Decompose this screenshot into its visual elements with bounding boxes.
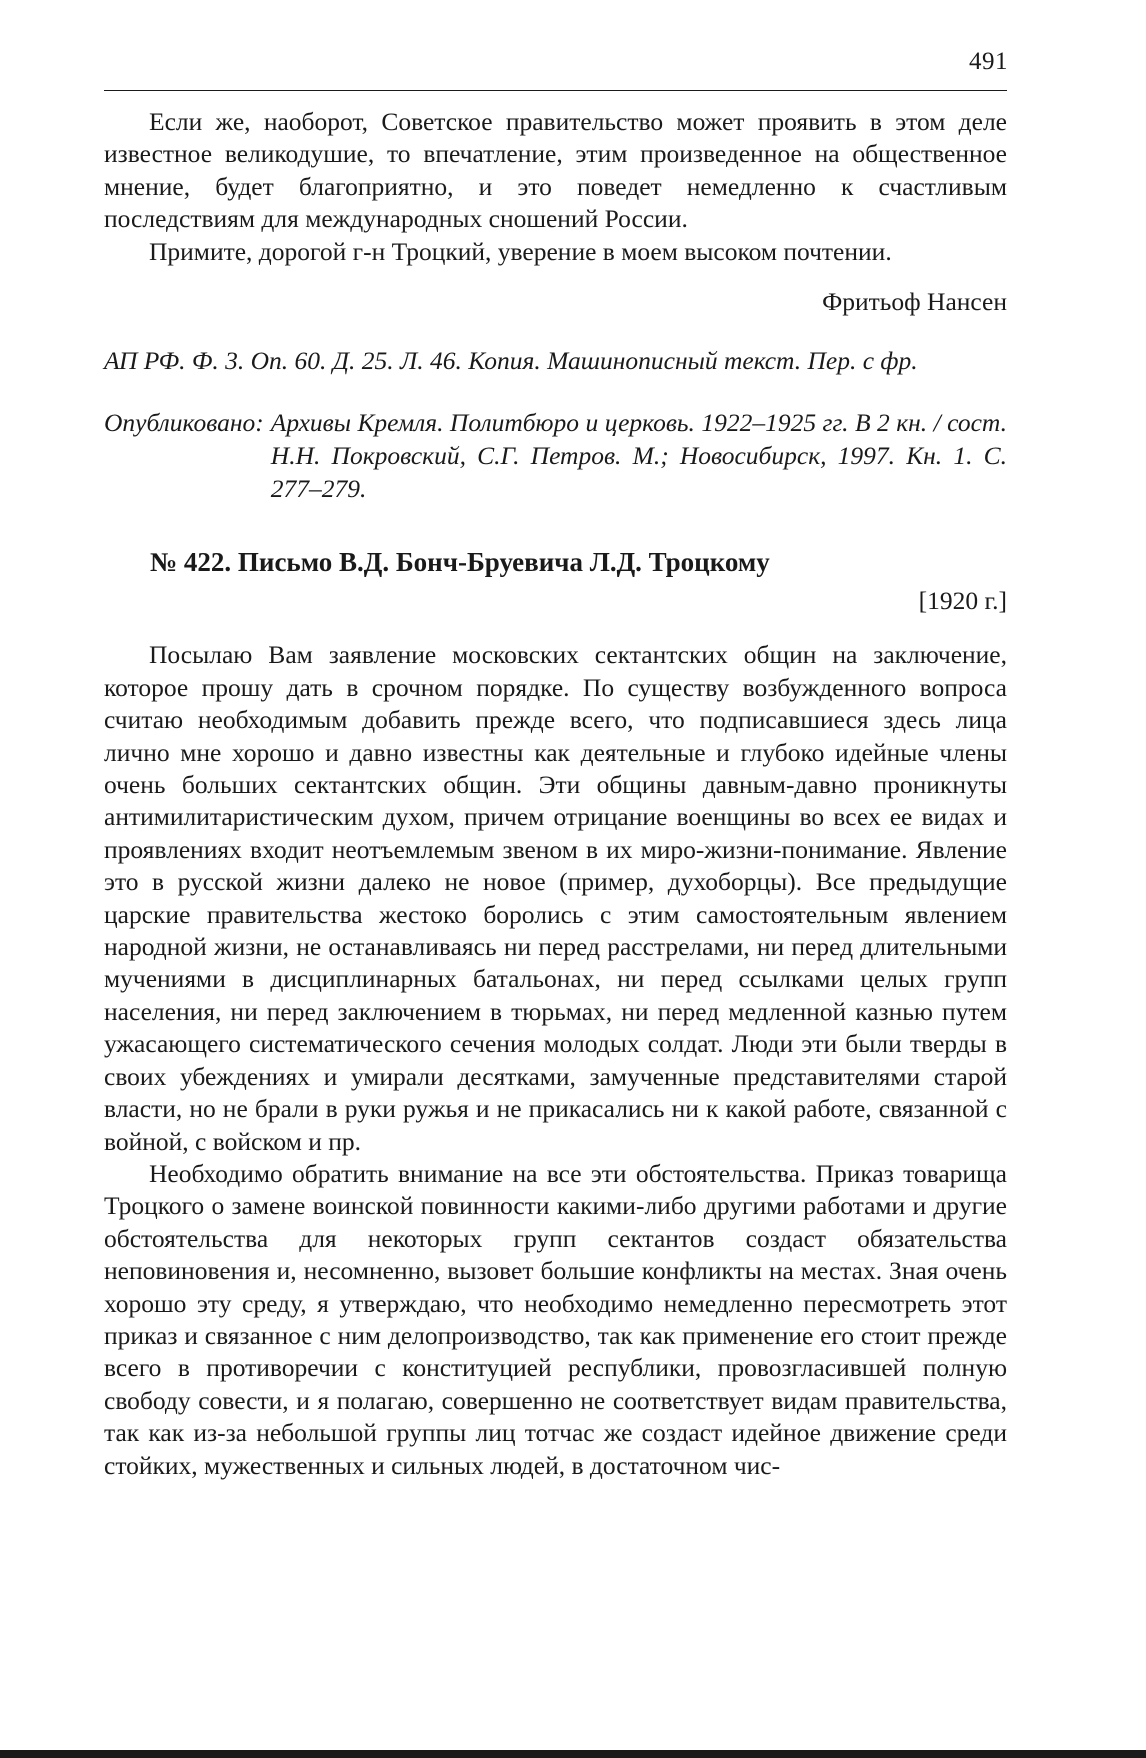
document-heading: № 422. Письмо В.Д. Бонч-Бруевича Л.Д. Троцкому [150, 547, 770, 578]
page-content [104, 106, 1007, 1482]
bottom-edge-bar [0, 1750, 1146, 1758]
published-label: Опубликовано: [104, 408, 264, 438]
archive-reference: АП РФ. Ф. 3. Оп. 60. Д. 25. Л. 46. Копия. Машинописный текст. Пер. с фр. [104, 346, 918, 376]
document-paragraph-2: Необходимо обратить внимание на все эти обстоятельства. Приказ товарища Троцкого о замене воинской повинности какими-либо другими работами и другие обстоятельства для некоторых групп сектантов создаст обязательства неповиновения и, несомненно, вызовет большие конфликты на местах. Зная очень хорошо эту среду, я утверждаю, что необходимо немедленно пересмотреть этот приказ и связанное с ним делопроизводство, так как применение его стоит прежде всего в противоречии с конституцией республики, провозгласившей полную свободу совести, и я полагаю, совершенно не соответствует видам правительства, так как из-за небольшой группы лиц тотчас же создаст идейное движение среди стойких, мужественных и сильных людей, в достаточном чис- [104, 1158, 1007, 1480]
document-date: [1920 г.] [918, 586, 1007, 616]
document-body [104, 639, 1007, 1482]
document-paragraph-1: Посылаю Вам заявление московских сектантских общин на заключение, которое прошу дать в срочном порядке. По существу возбужденного вопроса считаю необходимым добавить прежде всего, что подписавшиеся здесь лица лично мне хорошо и давно известны как деятельные и глубоко идейные члены очень больших сектантских общин. Эти общины давным-давно проникнуты антимилитаристическим духом, причем отрицание военщины во всех ее видах и проявлениях входит неотъемлемым звеном в их миро-жизни-понимание. Явление это в русской жизни далеко не новое (пример, духоборцы). Все предыдущие царские правительства жестоко боролись с этим самостоятельным явлением народной жизни, не останавливаясь ни перед расстрелами, ни перед длительными мучениями в дисциплинарных батальонах, ни перед ссылками целых групп населения, ни перед заключением в тюрьмах, ни перед медленной казнью путем ужасающего систематического сечения молодых солдат. Люди эти были тверды в своих убеждениях и умирали десятками, замученные представителями старой власти, но не брали в руки ружья и не прикасались ни к какой работе, связанной с войной, с войском и пр. [104, 640, 1007, 1156]
header-rule [104, 90, 1007, 91]
publication-reference [104, 407, 1007, 505]
continuation-paragraph-2: Примите, дорогой г-н Троцкий, уверение в моем высоком почтении. [149, 236, 892, 266]
page-number: 491 [969, 48, 1008, 75]
continuation-paragraph-1: Если же, наоборот, Советское правительство может проявить в этом деле известное великодушие, то впечатление, этим произведенное на общественное мнение, будет благоприятно, и это поведет немедленно к счастливым последствиям для международных сношений России. [104, 107, 1007, 234]
published-text: Архивы Кремля. Политбюро и церковь. 1922–1925 гг. В 2 кн. / сост. Н.Н. Покровский, С.Г. Петров. М.; Новосибирск, 1997. Кн. 1. С. 277–279. [270, 408, 1007, 503]
signature: Фритьоф Нансен [822, 287, 1007, 317]
